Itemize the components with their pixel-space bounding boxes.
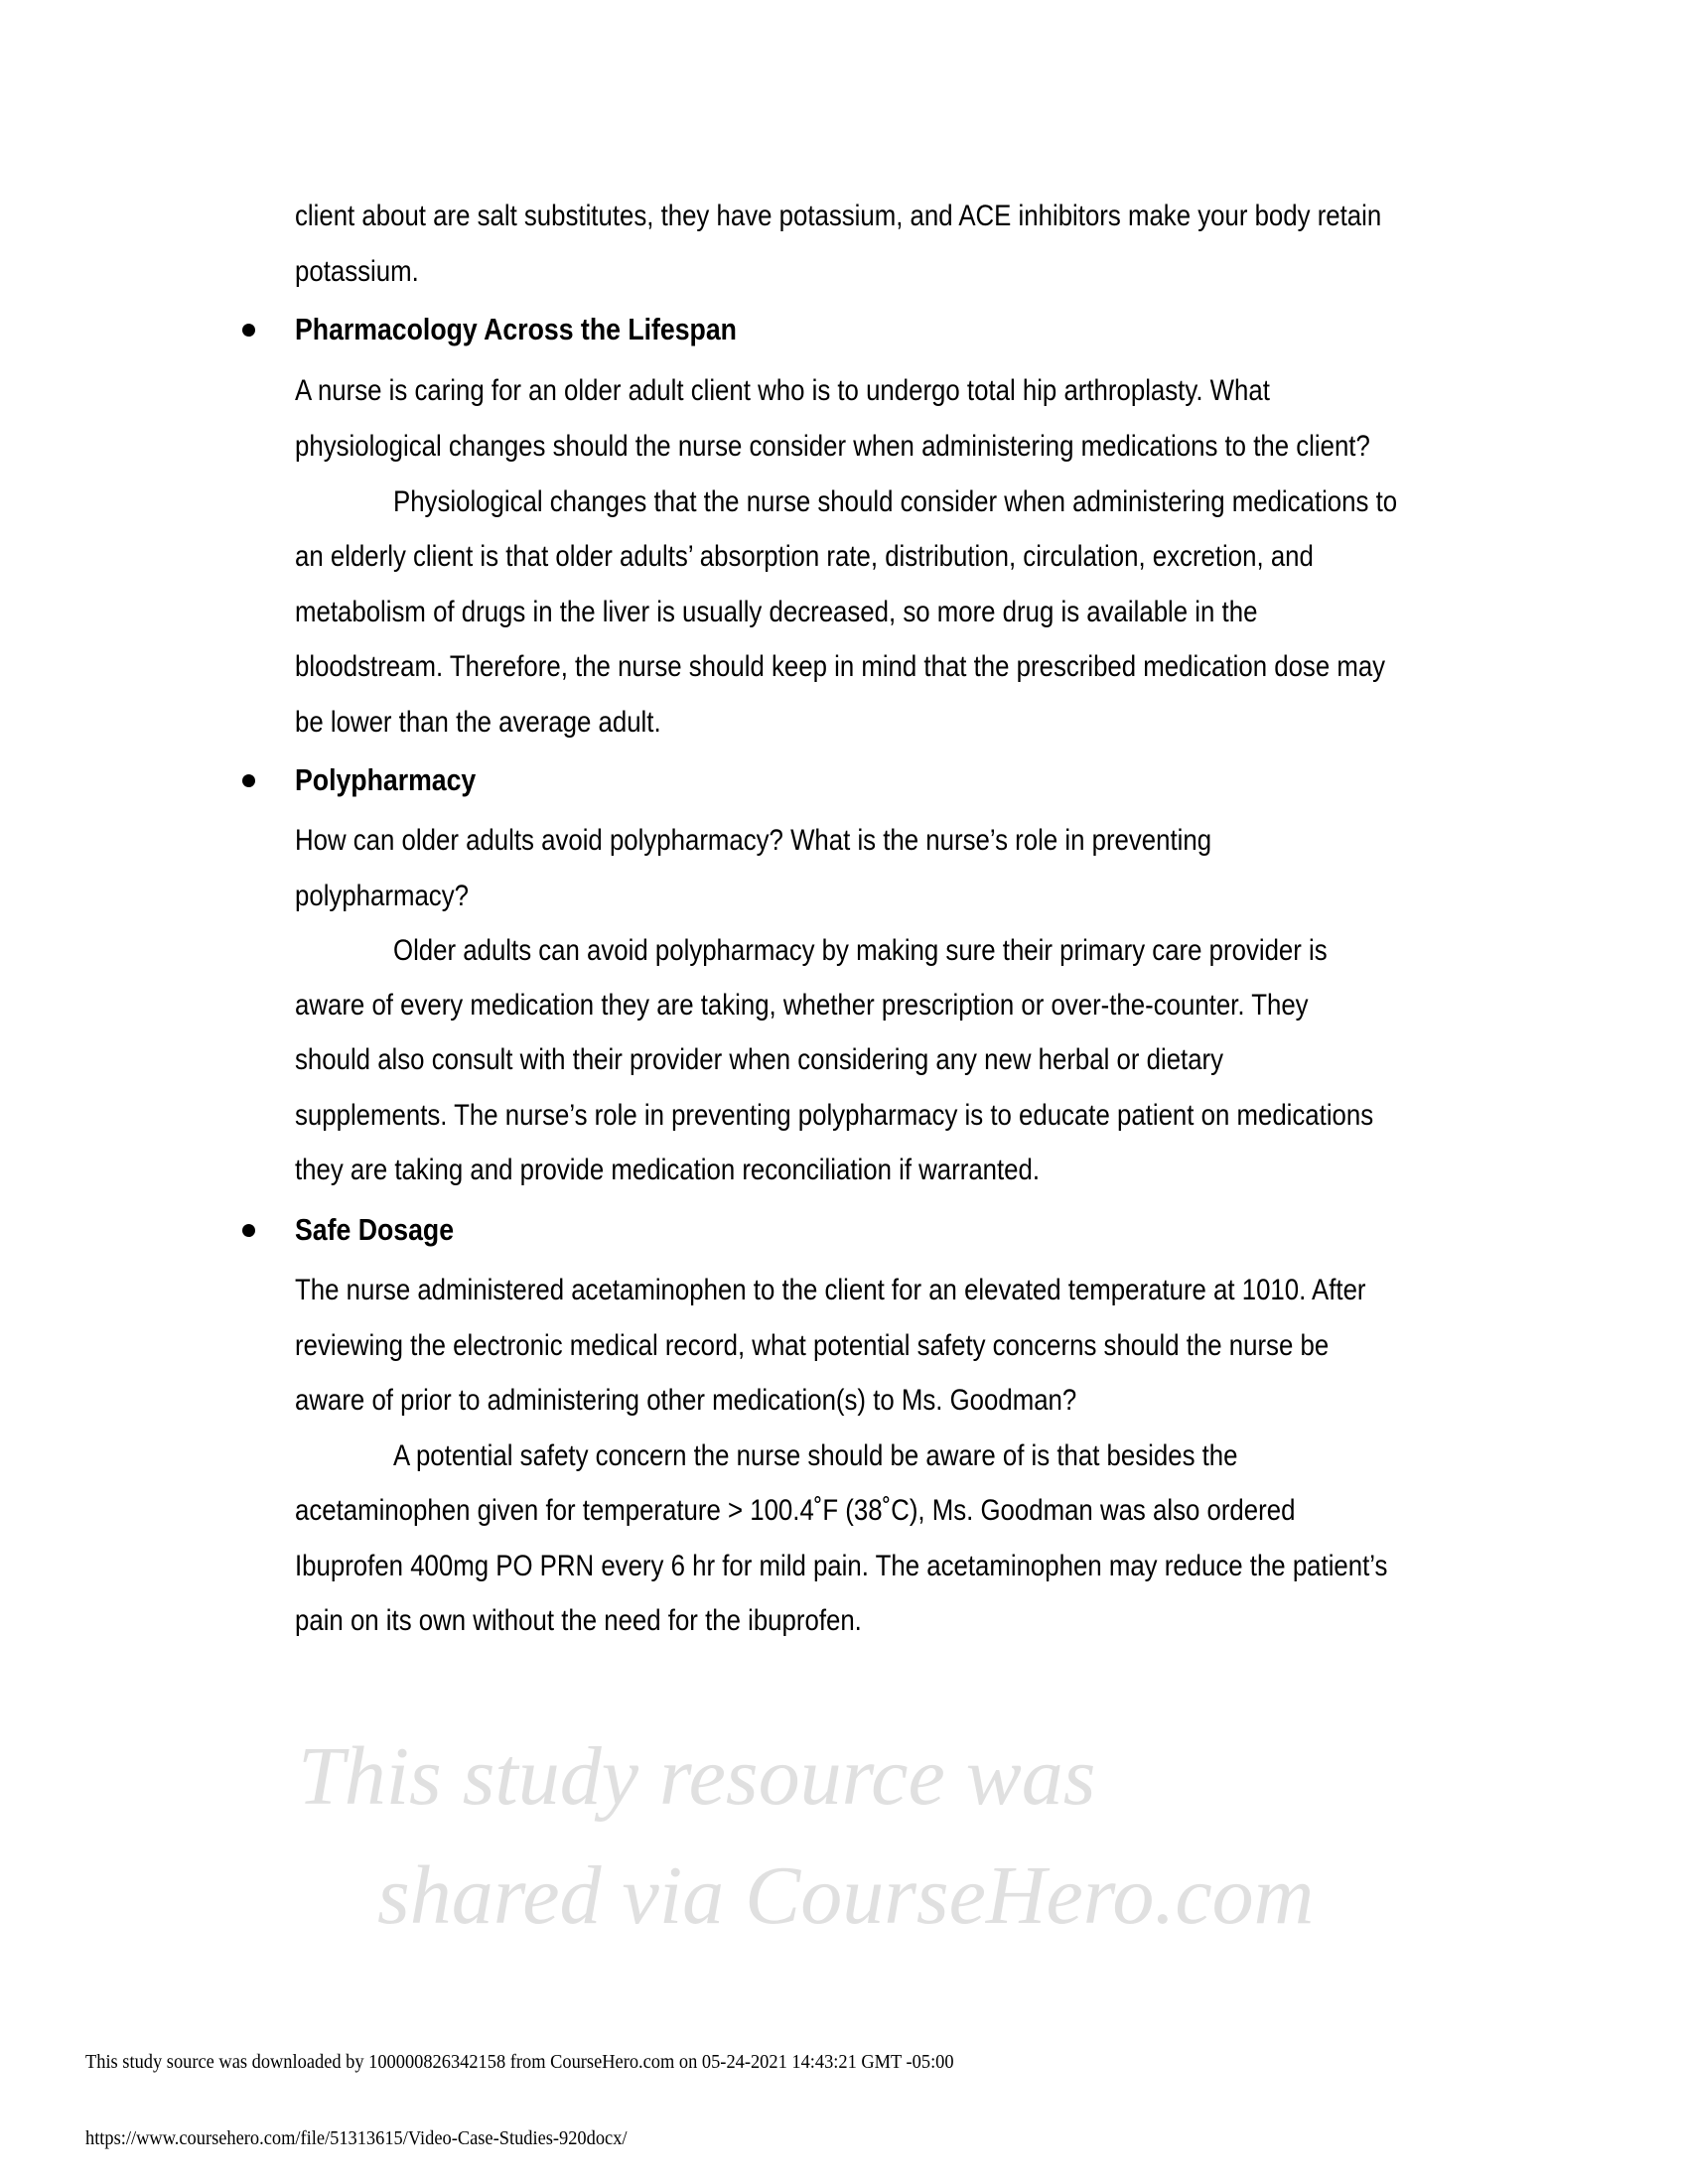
answer-text: should also consult with their provider when considering any new herbal or dietary bbox=[295, 1043, 1224, 1076]
answer-text: bloodstream. Therefore, the nurse should keep in mind that the prescribed medication dose may bbox=[295, 650, 1386, 683]
question-text: physiological changes should the nurse consider when administering medications to the client? bbox=[295, 430, 1370, 463]
source-url[interactable]: https://www.coursehero.com/file/51313615/Video-Case-Studies-920docx/ bbox=[85, 2127, 628, 2149]
answer-text: Ibuprofen 400mg PO PRN every 6 hr for mild pain. The acetaminophen may reduce the patient’s bbox=[295, 1550, 1388, 1582]
question-text: How can older adults avoid polypharmacy? What is the nurse’s role in preventing bbox=[295, 824, 1212, 857]
answer-text: pain on its own without the need for the ibuprofen. bbox=[295, 1604, 862, 1637]
question-text: polypharmacy? bbox=[295, 880, 469, 912]
section-heading: Safe Dosage bbox=[295, 1212, 455, 1247]
answer-text: they are taking and provide medication reconciliation if warranted. bbox=[295, 1154, 1041, 1186]
answer-text: an elderly client is that older adults’ absorption rate, distribution, circulation, excretion, and bbox=[295, 540, 1314, 573]
answer-text: be lower than the average adult. bbox=[295, 706, 661, 739]
question-text: reviewing the electronic medical record, what potential safety concerns should the nurse be bbox=[295, 1329, 1330, 1362]
answer-text: A potential safety concern the nurse should be aware of is that besides the bbox=[393, 1439, 1238, 1472]
watermark-line-2: shared via CourseHero.com bbox=[377, 1849, 1315, 1942]
question-text: A nurse is caring for an older adult client who is to undergo total hip arthroplasty. What bbox=[295, 374, 1270, 407]
question-text: The nurse administered acetaminophen to the client for an elevated temperature at 1010. After bbox=[295, 1274, 1366, 1306]
body-text-line: client about are salt substitutes, they have potassium, and ACE inhibitors make your body retain bbox=[295, 200, 1382, 232]
bullet-icon bbox=[242, 774, 255, 787]
answer-text: metabolism of drugs in the liver is usually decreased, so more drug is available in the bbox=[295, 596, 1258, 628]
body-text-line: potassium. bbox=[295, 255, 419, 288]
bullet-icon bbox=[242, 1224, 255, 1237]
watermark-line-1: This study resource was bbox=[298, 1730, 1096, 1823]
bullet-icon bbox=[242, 324, 255, 337]
answer-text: acetaminophen given for temperature > 100.4˚F (38˚C), Ms. Goodman was also ordered bbox=[295, 1494, 1296, 1527]
question-text: aware of prior to administering other medication(s) to Ms. Goodman? bbox=[295, 1384, 1077, 1417]
answer-text: Older adults can avoid polypharmacy by making sure their primary care provider is bbox=[393, 934, 1328, 967]
section-heading: Polypharmacy bbox=[295, 762, 477, 797]
answer-text: supplements. The nurse’s role in preventing polypharmacy is to educate patient on medications bbox=[295, 1099, 1374, 1132]
answer-text: Physiological changes that the nurse should consider when administering medications to bbox=[393, 485, 1398, 518]
section-heading: Pharmacology Across the Lifespan bbox=[295, 312, 737, 346]
download-note: This study source was downloaded by 100000826342158 from CourseHero.com on 05-24-2021 14:43:21 GMT -05:00 bbox=[85, 2051, 954, 2073]
answer-text: aware of every medication they are taking, whether prescription or over-the-counter. They bbox=[295, 989, 1309, 1022]
